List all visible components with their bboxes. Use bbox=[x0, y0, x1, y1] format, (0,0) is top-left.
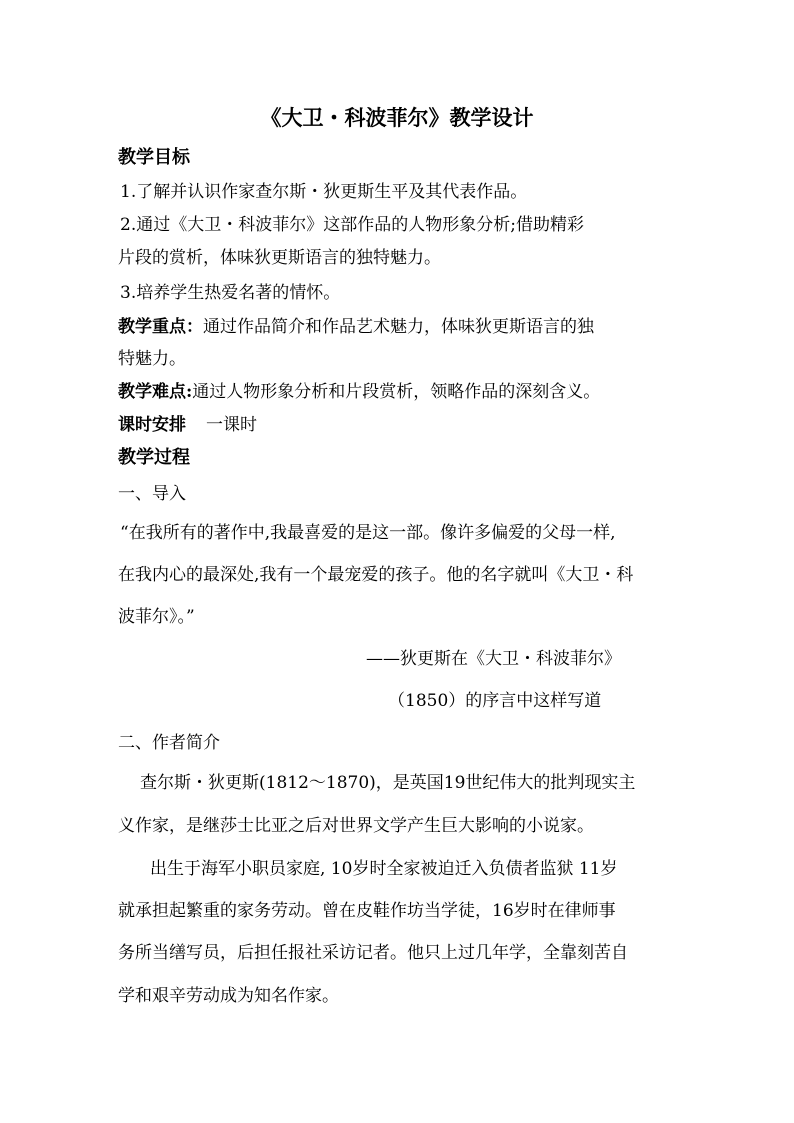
quote-line-3: 波菲尔》。” bbox=[118, 607, 195, 627]
quote-line-2: 在我内心的最深处,我有一个最宠爱的孩子。他的名字就叫《大卫・科 bbox=[118, 565, 634, 585]
section-2-heading: 二、作者简介 bbox=[118, 733, 220, 753]
goal-2-line-2: 片段的赏析，体味狄更斯语言的独特魅力。 bbox=[118, 248, 441, 268]
difficulty-label: 教学难点: bbox=[118, 382, 193, 402]
quote-line-1: “在我所有的著作中,我最喜爱的是这一部。像许多偏爱的父母一样, bbox=[120, 523, 616, 543]
attribution-line-1: ——狄更斯在《大卫・科波菲尔》 bbox=[366, 649, 621, 669]
section-1-heading: 一、导入 bbox=[118, 484, 186, 504]
bio-para-2-line-4: 学和艰辛劳动成为知名作家。 bbox=[118, 986, 339, 1006]
difficulty-line bbox=[118, 380, 600, 404]
bio-para-1-line-1: 查尔斯・狄更斯(1812～1870)，是英国19世纪伟大的批判现实主 bbox=[140, 773, 636, 793]
attribution-line-2: （1850）的序言中这样写道 bbox=[388, 691, 602, 711]
process-heading: 教学过程 bbox=[118, 447, 190, 468]
goal-1: 1.了解并认识作家查尔斯・狄更斯生平及其代表作品。 bbox=[120, 182, 528, 202]
bio-para-1-line-2: 义作家，是继莎士比亚之后对世界文学产生巨大影响的小说家。 bbox=[118, 816, 594, 836]
bio-para-2-line-1: 出生于海军小职员家庭, 10岁时全家被迫迁入负债者监狱 11岁 bbox=[150, 859, 618, 879]
schedule-label: 课时安排 bbox=[118, 415, 186, 435]
key-point-label: 教学重点： bbox=[118, 317, 203, 337]
key-point-line-1 bbox=[118, 315, 594, 339]
key-point-text: 通过作品简介和作品艺术魅力，体味狄更斯语言的独 bbox=[203, 317, 594, 337]
difficulty-text: 通过人物形象分析和片段赏析，领略作品的深刻含义。 bbox=[192, 382, 601, 402]
schedule-line bbox=[118, 413, 257, 437]
bio-para-2-line-3: 务所当缮写员，后担任报社采访记者。他只上过几年学，全靠刻苦自 bbox=[118, 943, 628, 963]
goal-3: 3.培养学生热爱名著的情怀。 bbox=[120, 283, 341, 303]
doc-title: 《大卫・科波菲尔》教学设计 bbox=[260, 105, 534, 130]
bio-para-2-line-2: 就承担起繁重的家务劳动。曾在皮鞋作坊当学徒，16岁时在律师事 bbox=[118, 901, 616, 921]
key-point-line-2: 特魅力。 bbox=[118, 349, 186, 369]
schedule-text: 一课时 bbox=[206, 415, 257, 435]
goals-heading: 教学目标 bbox=[118, 147, 190, 168]
goal-2-line-1: 2.通过《大卫・科波菲尔》这部作品的人物形象分析;借助精彩 bbox=[120, 215, 584, 235]
